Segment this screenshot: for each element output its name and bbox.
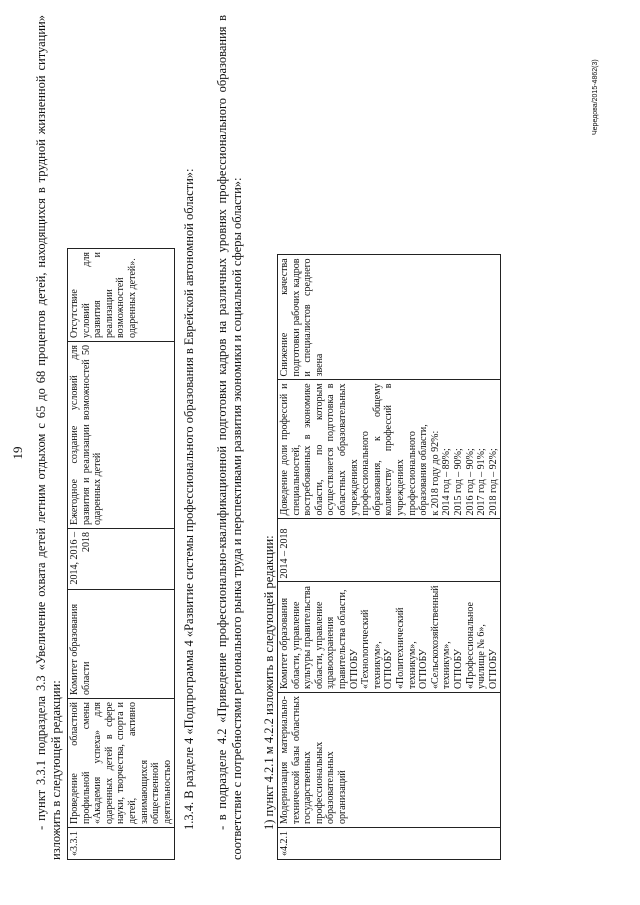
executor-line: «Технологический bbox=[360, 609, 372, 689]
page-number: 19 bbox=[10, 446, 25, 460]
result-line: 2015 год – 90%; bbox=[452, 448, 464, 516]
table-row bbox=[68, 15, 175, 860]
paragraph-4-2: - в подразделе 4.2 «Приведение профессионально-квалификационной подготовки кадров на различных уровнях профессионального образования в соответствие с потребностями регионального рынка труда и перспективами развития экономики и социальной сферы области»: bbox=[215, 15, 244, 860]
executor-line: культуры правительства bbox=[302, 586, 314, 689]
executor-line: правительства области, bbox=[336, 589, 348, 689]
executor-line: ОГПОБУ bbox=[383, 649, 395, 689]
cell-consequence: Снижение качества подготовки рабочих кадров и специалистов среднего звена bbox=[278, 255, 501, 380]
executor-line: ОГПОБУ bbox=[418, 649, 430, 689]
cell-period: 2014 – 2018 bbox=[278, 519, 501, 582]
executor-line: здравоохранения bbox=[325, 616, 337, 689]
table-3-3-1 bbox=[67, 15, 175, 860]
executor-line: области, управление bbox=[290, 601, 302, 689]
cell-result bbox=[278, 380, 501, 519]
cell-result: Ежегодное создание условий для развития и реализации возможностей 50 одаренных детей bbox=[68, 342, 175, 529]
footer-signature: Чередова/2015-4862(3) bbox=[592, 59, 599, 135]
result-line: 2017 год – 91%; bbox=[476, 448, 488, 516]
executor-line: ОГПОБУ bbox=[452, 649, 464, 689]
result-line: 2016 год – 90%; bbox=[464, 448, 476, 516]
cell-consequence: Отсутствие условий для развития и реализации возможностей одаренных детей». bbox=[68, 249, 175, 342]
cell-num: «3.3.1 bbox=[68, 828, 175, 860]
executor-line: училище № 6», bbox=[476, 624, 488, 689]
executor-line: техникум», bbox=[371, 641, 383, 689]
executor-line: «Политехнический bbox=[394, 607, 406, 689]
table-4-2-1 bbox=[277, 15, 501, 860]
cell-measure: Модернизация материально-технической базы областных государственных профессиональных образовательных организаций bbox=[278, 693, 501, 828]
cell-executor bbox=[278, 582, 501, 693]
cell-num: «4.2.1 bbox=[278, 828, 501, 860]
executor-line: ОГПОБУ bbox=[348, 649, 360, 689]
result-line: к 2018 году до 92%: bbox=[429, 430, 441, 516]
executor-line: «Сельскохозяйственный bbox=[429, 585, 441, 689]
executor-line: Комитет образования bbox=[279, 597, 290, 689]
item-1: 1) пункт 4.2.1 м 4.2.2 изложить в следующей редакции: bbox=[262, 535, 276, 830]
executor-line: «Профессиональное bbox=[464, 602, 476, 689]
cell-executor: Комитет образования области bbox=[68, 590, 175, 699]
cell-period: 2014, 2016 – 2018 bbox=[68, 529, 175, 590]
executor-line: техникум», bbox=[441, 641, 453, 689]
table-row bbox=[278, 15, 501, 860]
paragraph-3-3-1: - пункт 3.3.1 подраздела 3.3 «Увеличение охвата детей летним отдыхом с 65 до 68 процентов детей, находящихся в трудной жизненной ситуации» изложить в следующей редакции: bbox=[34, 15, 63, 860]
cell-measure: Проведение областной профильной смены «Академия успеха» для одаренных детей в сфере науки, творчества, спорта и детей, активно занимающихся общественной деятельностью bbox=[68, 699, 175, 828]
result-text: Доведение доли профессий и специальностей, востребованных в экономике области, по которым осуществляется подготовка в областных образовательных учреждениях профессионального образования, к общему количеству профессий в учреждениях профессионального образования области, bbox=[279, 383, 430, 516]
result-line: 2018 год – 92%; bbox=[487, 448, 499, 516]
executor-line: области, управление bbox=[313, 601, 325, 689]
result-line: 2014 год – 89%; bbox=[441, 448, 453, 516]
executor-line: ОГПОБУ bbox=[487, 649, 499, 689]
section-1-3-4: 1.3.4. В разделе 4 «Подпрограмма 4 «Развитие системы профессионального образования в Еврейской автономной области»: bbox=[182, 168, 196, 830]
executor-line: техникум», bbox=[406, 641, 418, 689]
